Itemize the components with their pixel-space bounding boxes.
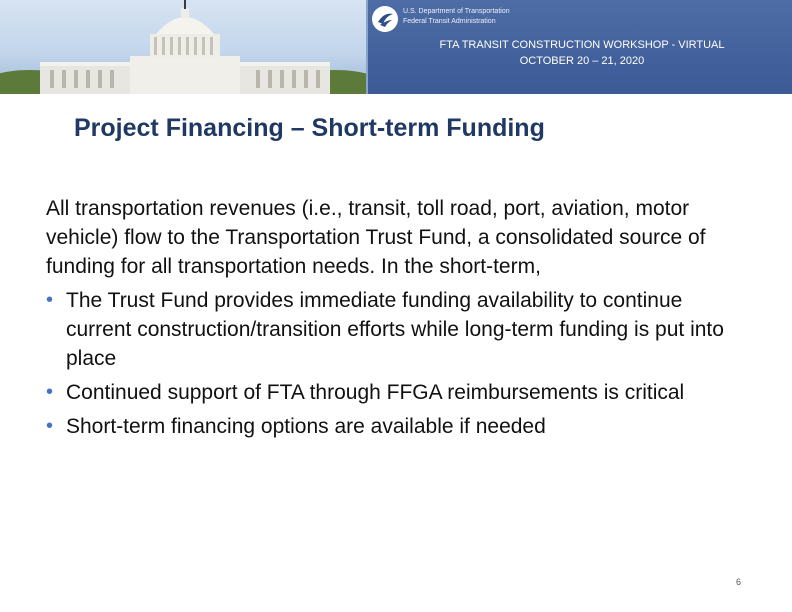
bullet-item	[46, 378, 746, 407]
capitol-building-image	[0, 0, 366, 94]
agency-name	[403, 7, 510, 27]
bullet-item	[46, 286, 746, 373]
workshop-info	[372, 37, 792, 69]
bullet-dot-icon: •	[46, 289, 54, 311]
bullet-item	[46, 412, 746, 441]
bullet-dot-icon: •	[46, 381, 54, 403]
agency-line-1: U.S. Department of Transportation	[403, 8, 510, 15]
workshop-dates: OCTOBER 20 – 21, 2020	[519, 55, 645, 67]
slide-title: Project Financing – Short-term Funding	[74, 114, 545, 142]
dot-logo-icon	[372, 6, 398, 32]
bullet-dot-icon: •	[46, 415, 54, 437]
workshop-title: FTA TRANSIT CONSTRUCTION WORKSHOP - VIRTUAL	[439, 39, 725, 51]
bullet-list	[46, 286, 746, 441]
bullet-text: The Trust Fund provides immediate funding availability to continue current construction/transition efforts while long-term funding is put into place	[66, 289, 724, 370]
header-banner	[0, 0, 792, 94]
agency-line-2: Federal Transit Administration	[403, 18, 496, 25]
bullet-text: Continued support of FTA through FFGA reimbursements is critical	[66, 381, 685, 404]
slide-body	[46, 194, 746, 441]
page-number: 6	[736, 577, 742, 587]
intro-paragraph: All transportation revenues (i.e., transit, toll road, port, aviation, motor vehicle) flow to the Transportation Trust Fund, a consolidated source of funding for all transportation needs. In the short-term,	[46, 197, 706, 278]
bullet-text: Short-term financing options are available if needed	[66, 415, 546, 438]
